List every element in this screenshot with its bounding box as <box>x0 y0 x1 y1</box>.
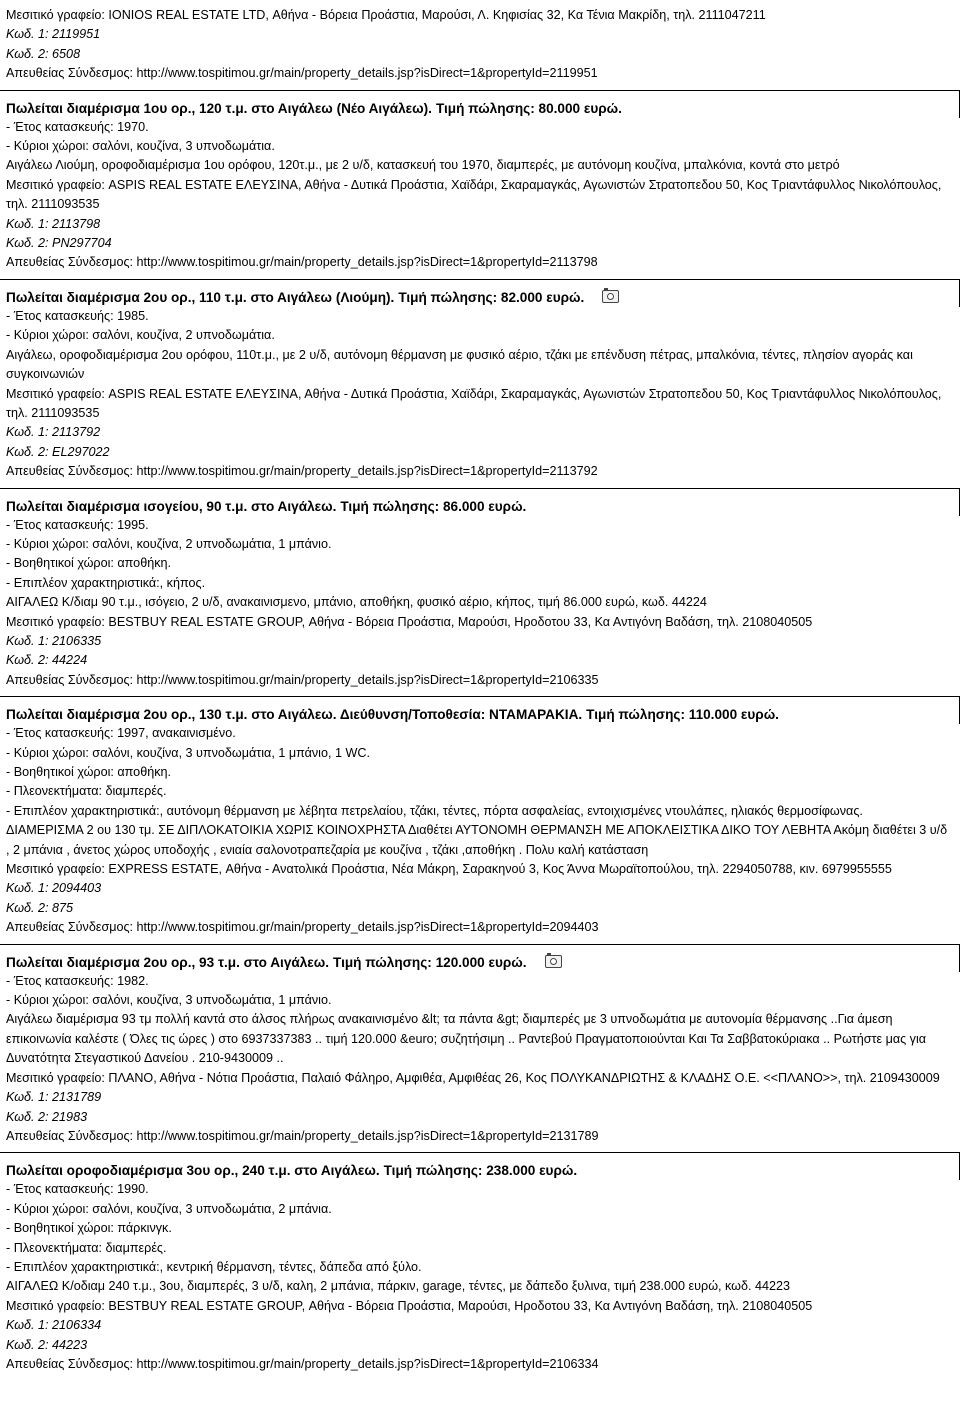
code-1: Κωδ. 1: 2094403 <box>6 881 102 896</box>
direct-link[interactable] <box>0 64 960 83</box>
listing-price: Τιμή πώλησης: 80.000 ευρώ. <box>435 100 622 116</box>
detail-line: - Κύριοι χώροι: σαλόνι, κουζίνα, 3 υπνοδωμάτια, 1 μπάνιο. <box>6 993 332 1008</box>
listing <box>0 944 960 1147</box>
listing-details <box>0 724 960 937</box>
detail-line: - Βοηθητικοί χώροι: αποθήκη. <box>6 556 171 571</box>
listing-price: Τιμή πώλησης: 120.000 ευρώ. <box>333 954 527 970</box>
code-1: Κωδ. 1: 2131789 <box>6 1090 102 1105</box>
listing-title <box>0 90 960 118</box>
detail-line: - Έτος κατασκευής: 1990. <box>6 1182 149 1197</box>
previous-listing-tail <box>0 6 960 84</box>
detail-line: - Έτος κατασκευής: 1997, ανακαινισμένο. <box>6 726 236 741</box>
direct-link[interactable] <box>0 1127 960 1146</box>
direct-link-text[interactable]: Απευθείας Σύνδεσμος: http://www.tospitimou.gr/main/property_details.jsp?isDirect=1&propertyId=2119951 <box>6 66 598 81</box>
code-2: Κωδ. 2: 44224 <box>6 653 88 668</box>
direct-link[interactable] <box>0 671 960 690</box>
listing-details <box>0 972 960 1147</box>
direct-link[interactable] <box>0 253 960 272</box>
detail-line: - Επιπλέον χαρακτηριστικά:, αυτόνομη θέρμανση με λέβητα πετρελαίου, τζάκι, τέντες, πόρτα ασφαλείας, εντοιχισμένες ντουλάπες, ηλιακός θερμοσίφωνας. <box>6 803 863 818</box>
detail-line: - Πλεονεκτήματα: διαμπερές. <box>6 1240 167 1255</box>
detail-line: - Κύριοι χώροι: σαλόνι, κουζίνα, 2 υπνοδωμάτια, 1 μπάνιο. <box>6 536 332 551</box>
listing-title <box>0 696 960 724</box>
direct-link-text[interactable]: Απευθείας Σύνδεσμος: http://www.tospitimou.gr/main/property_details.jsp?isDirect=1&propertyId=2131789 <box>6 1128 599 1143</box>
listing <box>0 279 960 482</box>
detail-line: Μεσιτικό γραφείο: BESTBUY REAL ESTATE GROUP, Αθήνα - Βόρεια Προάστια, Μαρούσι, Ηροδοτου 33, Κα Αντιγόνη Βαδάση, τηλ. 2108040505 <box>6 1298 813 1313</box>
direct-link[interactable] <box>0 462 960 481</box>
listing-title <box>0 1152 960 1180</box>
listing-title-text: Πωλείται διαμέρισμα 2ου ορ., 110 τ.μ. στο Αιγάλεω (Λιούμη). <box>6 289 395 305</box>
code-1: Κωδ. 1: 2106335 <box>6 633 102 648</box>
detail-line: Μεσιτικό γραφείο: ΠΛΑΝΟ, Αθήνα - Νότια Προάστια, Παλαιό Φάληρο, Αμφιθέα, Αμφιθέας 26, Κος ΠΟΛΥΚΑΝΔΡΙΩΤΗΣ & ΚΛΑΔΗΣ Ο.Ε. <<ΠΛΑΝΟ>>, τηλ. 2109430009 <box>6 1070 940 1085</box>
listing-title <box>0 944 960 972</box>
detail-line: - Κύριοι χώροι: σαλόνι, κουζίνα, 3 υπνοδωμάτια. <box>6 139 275 154</box>
direct-link-text[interactable]: Απευθείας Σύνδεσμος: http://www.tospitimou.gr/main/property_details.jsp?isDirect=1&propertyId=2106334 <box>6 1356 599 1371</box>
detail-line: Αιγάλεω Λιούμη, οροφοδιαμέρισμα 1ου ορόφου, 120τ.μ., με 2 υ/δ, κατασκευή του 1970, διαμπερές, με αυτόνομη κουζίνα, μπαλκόνια, κοντά στο μετρό <box>6 158 840 173</box>
detail-line: ΔΙΑΜΕΡΙΣΜΑ 2 ου 130 τμ. ΣΕ ΔΙΠΛΟΚΑΤΟΙΚΙΑ ΧΩΡΙΣ ΚΟΙΝΟΧΡΗΣΤΑ Διαθέτει ΑΥΤΟΝΟΜΗ ΘΕΡΜΑΝΣΗ ΜΕ ΑΠΟΚΛΕΙΣΤΙΚΑ ΔΙΚΟ ΤΟΥ ΛΕΒΗΤΑ Ακόμη διαθέτει 3 υ/δ , 2 μπάνια , άνετος χώρος υποδοχής , ενιαία σαλονοτραπεζαρία με κουζίνα , τζάκι ,αποθήκη . Πολυ καλή κατάσταση <box>6 823 948 857</box>
detail-line: - Έτος κατασκευής: 1970. <box>6 119 149 134</box>
detail-line: - Επιπλέον χαρακτηριστικά:, κήπος. <box>6 575 206 590</box>
agency-info: Μεσιτικό γραφείο: IONIOS REAL ESTATE LTD, Αθήνα - Βόρεια Προάστια, Μαρούσι, Λ. Κηφισίας 32, Κα Τένια Μακρίδη, τηλ. 2111047211 <box>6 8 766 22</box>
direct-link[interactable] <box>0 918 960 937</box>
detail-line: Αιγάλεω, οροφοδιαμέρισμα 2ου ορόφου, 110τ.μ., με 2 υ/δ, αυτόνομη θέρμανση με φυσικό αέριο, τζάκι με επένδυση πέτρας, μπαλκόνια, τέντες, πλησίον αγοράς και συγκοινωνιών <box>6 347 913 382</box>
code-2: Κωδ. 2: 21983 <box>6 1109 88 1124</box>
listing-title <box>0 488 960 516</box>
detail-line: - Έτος κατασκευής: 1982. <box>6 973 149 988</box>
detail-line: - Έτος κατασκευής: 1985. <box>6 308 149 323</box>
detail-line: - Κύριοι χώροι: σαλόνι, κουζίνα, 3 υπνοδωμάτια, 1 μπάνιο, 1 WC. <box>6 745 370 760</box>
detail-line: - Βοηθητικοί χώροι: πάρκινγκ. <box>6 1221 172 1236</box>
listings-container <box>0 90 960 1375</box>
detail-line: Μεσιτικό γραφείο: EXPRESS ESTATE, Αθήνα - Ανατολικά Προάστια, Νέα Μάκρη, Σαρακηνού 3, Κος Άννα Μωραϊτοπούλου, τηλ. 2294050788, κιν. 6979955555 <box>6 862 892 877</box>
detail-line: ΑΙΓΑΛΕΩ Κ/διαμ 90 τ.μ., ισόγειο, 2 υ/δ, ανακαινισμενο, μπάνιο, αποθήκη, φυσικό αέριο, κήπος, τιμή 86.000 ευρώ, κωδ. 44224 <box>6 595 707 610</box>
camera-icon[interactable] <box>602 290 619 303</box>
detail-line: - Πλεονεκτήματα: διαμπερές. <box>6 784 167 799</box>
detail-line: - Βοηθητικοί χώροι: αποθήκη. <box>6 765 171 779</box>
code-1: Κωδ. 1: 2113798 <box>6 216 101 231</box>
direct-link-text[interactable]: Απευθείας Σύνδεσμος: http://www.tospitimou.gr/main/property_details.jsp?isDirect=1&propertyId=2094403 <box>6 920 599 935</box>
code-1: Κωδ. 1: 2106334 <box>6 1318 102 1333</box>
detail-line: Μεσιτικό γραφείο: ASPIS REAL ESTATE ΕΛΕΥΣΙΝΑ, Αθήνα - Δυτικά Προάστια, Χαϊδάρι, Σκαραμαγκάς, Αγωνιστών Στρατοπεδου 50, Κος Τριαντάφυλλος Νικολόπουλος, τηλ. 2111093535 <box>6 177 942 212</box>
listing-details <box>0 307 960 482</box>
detail-line: - Κύριοι χώροι: σαλόνι, κουζίνα, 2 υπνοδωμάτια. <box>6 328 275 343</box>
listing <box>0 696 960 937</box>
code-2: Κωδ. 2: 6508 <box>6 46 81 61</box>
detail-line: - Κύριοι χώροι: σαλόνι, κουζίνα, 3 υπνοδωμάτια, 2 μπάνια. <box>6 1201 332 1216</box>
detail-line: ΑΙΓΑΛΕΩ Κ/οδιαμ 240 τ.μ., 3ου, διαμπερές, 3 υ/δ, καλη, 2 μπάνια, πάρκιν, garage, τέντες, με δάπεδο ξυλινα, τιμή 238.000 ευρώ, κωδ. 44223 <box>6 1279 791 1294</box>
direct-link-text[interactable]: Απευθείας Σύνδεσμος: http://www.tospitimou.gr/main/property_details.jsp?isDirect=1&propertyId=2113798 <box>6 255 598 270</box>
detail-line: - Επιπλέον χαρακτηριστικά:, κεντρική θέρμανση, τέντες, δάπεδα από ξύλο. <box>6 1259 422 1274</box>
code-1: Κωδ. 1: 2119951 <box>6 27 101 42</box>
listing-details <box>0 118 960 273</box>
direct-link-text[interactable]: Απευθείας Σύνδεσμος: http://www.tospitimou.gr/main/property_details.jsp?isDirect=1&propertyId=2113792 <box>6 464 598 479</box>
detail-line: Μεσιτικό γραφείο: BESTBUY REAL ESTATE GROUP, Αθήνα - Βόρεια Προάστια, Μαρούσι, Ηροδοτου 33, Κα Αντιγόνη Βαδάση, τηλ. 2108040505 <box>6 614 813 629</box>
camera-icon[interactable] <box>545 955 562 968</box>
detail-line: - Έτος κατασκευής: 1995. <box>6 517 149 532</box>
detail-line: Μεσιτικό γραφείο: ASPIS REAL ESTATE ΕΛΕΥΣΙΝΑ, Αθήνα - Δυτικά Προάστια, Χαϊδάρι, Σκαραμαγκάς, Αγωνιστών Στρατοπεδου 50, Κος Τριαντάφυλλος Νικολόπουλος, τηλ. 2111093535 <box>6 386 942 420</box>
listing <box>0 1152 960 1374</box>
listing-details <box>0 1180 960 1374</box>
listing-title-text: Πωλείται διαμέρισμα 1ου ορ., 120 τ.μ. στο Αιγάλεω (Νέο Αιγάλεω). <box>6 100 432 116</box>
listing <box>0 90 960 273</box>
listing-details <box>0 516 960 691</box>
listing <box>0 488 960 691</box>
code-2: Κωδ. 2: 44223 <box>6 1337 88 1352</box>
code-1: Κωδ. 1: 2113792 <box>6 425 101 440</box>
listing-title-text: Πωλείται διαμέρισμα 2ου ορ., 93 τ.μ. στο Αιγάλεω. <box>6 954 330 970</box>
listing-price: Τιμή πώλησης: 86.000 ευρώ. <box>340 498 527 514</box>
detail-line: Αιγάλεω διαμέρισμα 93 τμ πολλή καντά στο άλσος πλήρως ανακαινισμένο &lt; τα πάντα &gt; διαμπερές με 3 υπνοδωμάτια με αυτονομία θέρμανσης ..Για άμεση επικοινωνία καλέστε ( Όλες τις ώρες ) στο 6937337383 .. τιμή 120.000 &euro; συζητήσιμη .. Ραντεβού Πραγματοποιούνται Και Τα Σαββατοκύριακα .. Ρωτήστε μας για Δυνατότητα Στεγαστικού Δανείου . 210-9430009 .. <box>6 1012 927 1066</box>
listing-title-text: Πωλείται διαμέρισμα ισογείου, 90 τ.μ. στο Αιγάλεω. <box>6 498 337 514</box>
direct-link[interactable] <box>0 1355 960 1374</box>
listing-title-text: Πωλείται διαμέρισμα 2ου ορ., 130 τ.μ. στο Αιγάλεω. Διεύθυνση/Τοποθεσία: ΝΤΑΜΑΡΑΚΙΑ. <box>6 707 583 723</box>
listing-price: Τιμή πώλησης: 110.000 ευρώ. <box>586 707 779 723</box>
code-2: Κωδ. 2: EL297022 <box>6 444 110 459</box>
listing-price: Τιμή πώλησης: 82.000 ευρώ. <box>398 289 585 305</box>
listing-title-text: Πωλείται οροφοδιαμέρισμα 3ου ορ., 240 τ.μ. στο Αιγάλεω. <box>6 1163 380 1179</box>
code-2: Κωδ. 2: PN297704 <box>6 236 112 251</box>
listing-title <box>0 279 960 307</box>
code-2: Κωδ. 2: 875 <box>6 900 74 915</box>
listing-price: Τιμή πώλησης: 238.000 ευρώ. <box>383 1163 578 1179</box>
direct-link-text[interactable]: Απευθείας Σύνδεσμος: http://www.tospitimou.gr/main/property_details.jsp?isDirect=1&propertyId=2106335 <box>6 672 599 687</box>
